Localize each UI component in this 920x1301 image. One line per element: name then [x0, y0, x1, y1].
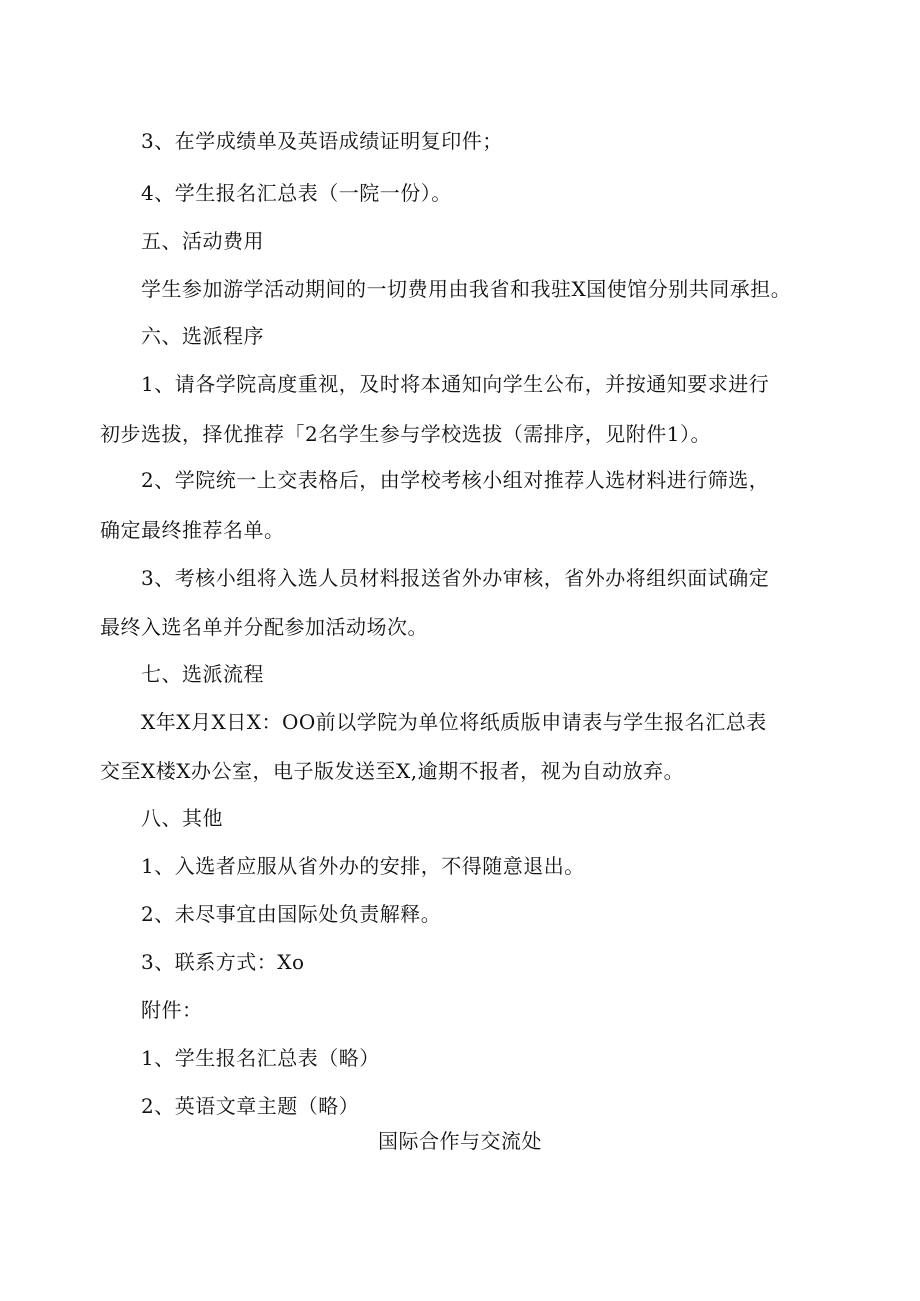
body-line-attachment-3: 3、在学成绩单及英语成绩证明复印件； [141, 129, 503, 153]
body-line-other-1: 1、入选者应服从省外办的安排，不得随意退出。 [141, 854, 585, 878]
body-line-other-3: 3、联系方式：Xo [141, 950, 305, 974]
body-line-procedure-3b: 最终入选名单并分配参加活动场次。 [100, 615, 428, 639]
body-line-process-a: X年X月X日X：OO前以学院为单位将纸质版申请表与学生报名汇总表 [141, 710, 767, 734]
body-line-procedure-3a: 3、考核小组将入选人员材料报送省外办审核，省外办将组织面试确定 [141, 566, 770, 590]
section-heading-procedure: 六、选派程序 [141, 324, 264, 348]
section-heading-process: 七、选派流程 [141, 662, 264, 686]
body-line-process-b: 交至X楼X办公室，电子版发送至X,逾期不报者，视为自动放弃。 [100, 759, 685, 783]
section-heading-fees: 五、活动费用 [141, 229, 264, 253]
body-line-other-2: 2、未尽事宜由国际处负责解释。 [141, 902, 442, 926]
body-line-attachment-4: 4、学生报名汇总表（一院一份）。 [141, 181, 452, 205]
attachment-item-1: 1、学生报名汇总表（略） [141, 1046, 380, 1070]
attachments-heading: 附件： [141, 998, 203, 1022]
body-line-procedure-2a: 2、学院统一上交表格后，由学校考核小组对推荐人选材料进行筛选， [141, 468, 770, 492]
signature-office: 国际合作与交流处 [378, 1129, 542, 1153]
body-line-procedure-2b: 确定最终推荐名单。 [100, 518, 285, 542]
section-heading-other: 八、其他 [141, 806, 223, 830]
body-line-procedure-1a: 1、请各学院高度重视，及时将本通知向学生公布，并按通知要求进行 [141, 372, 770, 396]
body-line-procedure-1b: 初步选拔，择优推荐「2名学生参与学校选拔（需排序，见附件1）。 [100, 422, 711, 446]
body-line-fees: 学生参加游学活动期间的一切费用由我省和我驻X国使馆分别共同承担。 [141, 277, 792, 301]
attachment-item-2: 2、英语文章主题（略） [141, 1094, 360, 1118]
